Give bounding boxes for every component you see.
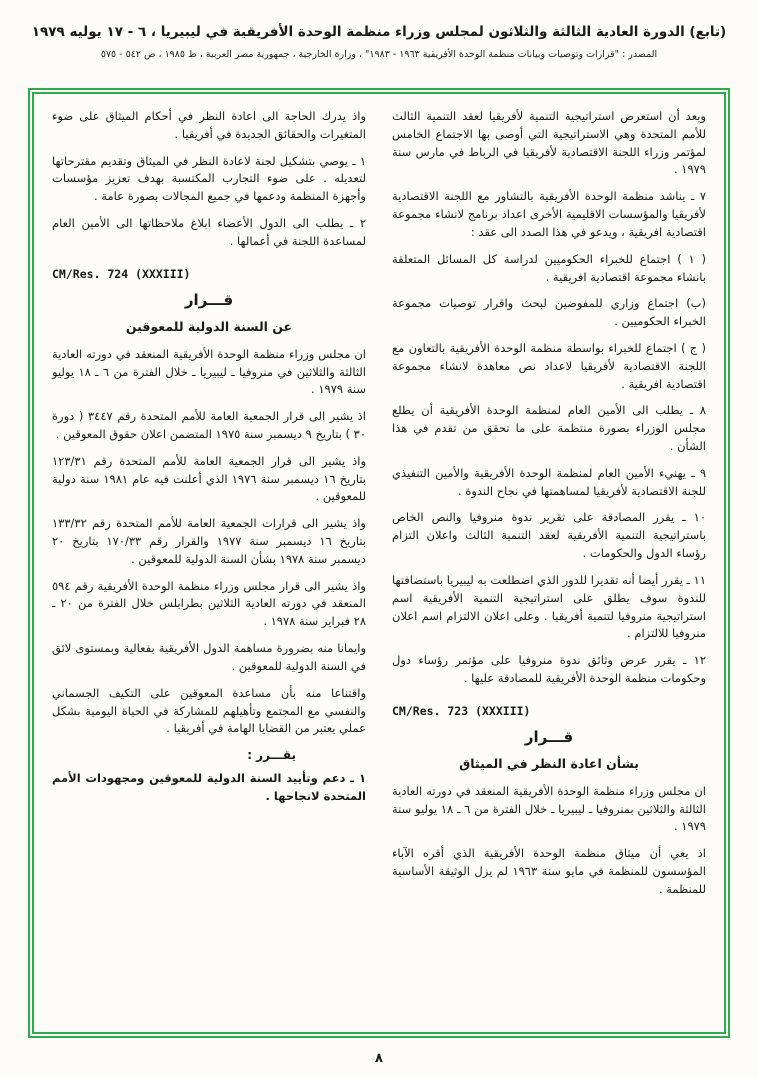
paragraph: ١١ ـ يقرر أيضا أنه تقديرا للدور الذي اضطلعت به ليبيريا باستضافتها للندوة سوف يطلق على استراتيجية التنمية الأفريقية اسم استراتيجية منروفيا لتنمية أفريقيا . وعلى اعلان الالتزام اسم اعلان منروفيا للالتزام . (392, 572, 706, 641)
paragraph: ( ج ) اجتماع للخبراء بواسطة منظمة الوحدة الأفريقية بالتعاون مع اللجنة الاقتصادية لأفريقيا لاعداد نص معاهدة لانشاء مجموعة اقتصادية افريقية . (392, 340, 706, 391)
paragraph: واقتناعا منه بأن مساعدة المعوقين على التكيف الجسماني والنفسي مع المجتمع وتأهيلهم للمشاركة في الحياة اليومية بشكل عملي يعتبر من القضايا الهامة في أفريقيا . (52, 685, 366, 736)
resolution-code: CM/Res. 723 (XXXIII) (392, 703, 531, 718)
left-column (52, 108, 366, 1018)
two-column-layout (52, 108, 706, 1018)
paragraph: ان مجلس وزراء منظمة الوحدة الأفريقية المنعقد في دورته العادية الثالثة والثلاثين في منروفيا ـ ليبيريا ـ خلال الفترة من ٦ ـ ١٨ يوليو سنة ١٩٧٩ . (52, 346, 366, 397)
paragraph: اذ يعي أن ميثاق منظمة الوحدة الأفريقية الذي أقره الآباء المؤسسون للمنظمة في مايو سنة ١٩٦٣ لم يزل الوثيقة الأساسية للمنظمة . (392, 846, 706, 896)
paragraph: ١ ـ يوصي بتشكيل لجنة لاعادة النظر في الميثاق وتقديم مقترحاتها لتعديله . على ضوء التجارب المكتسبة بهدف تعزيز مؤسسات وأجهزة المنظمة ودعمها في جميع المجالات بصورة عامة . (52, 153, 366, 204)
paragraph: وبعد أن استعرض استراتيجية التنمية لأفريقيا لعقد التنمية الثالث للأمم المتحدة وهي الاستراتيجية التي أوصى بها الاجتماع الخامس لمؤتمر وزراء اللجنة الاقتصادية لأفريقيا في الرباط في مارس سنة ١٩٧٩ . (392, 109, 706, 177)
paragraph: ان مجلس وزراء منظمة الوحدة الأفريقية المنعقد في دورته العادية الثالثة والثلاثين بمنروفيا ـ ليبيريا ـ خلال الفترة من ٦ ـ ١٨ يوليو سنة ١٩٧٩ . (392, 783, 706, 834)
paragraph: واذ يشير الى قرارات الجمعية العامة للأمم المتحدة رقم ١٣٣/٣٢ بتاريخ ١٦ ديسمبر سنة ١٩٧٧ والقرار رقم ١٧٠/٣٣ بتاريخ ٢٠ ديسمبر سنة ١٩٧٨ بشأن السنة الدولية للمعوقين . (52, 516, 366, 566)
paragraph: ١٢ ـ يقرر عرض وثائق ندوة منروفيا على مؤتمر رؤساء دول وحكومات منظمة الوحدة الأفريقية للمصادقة عليها . (392, 653, 706, 685)
paragraph: ( ١ ) اجتماع للخبراء الحكوميين لدراسة كل المسائل المتعلقة بانشاء مجموعة اقتصادية افريقية . (392, 251, 706, 284)
paragraph: ١٠ ـ يقرر المصادقة على تقرير ندوة منروفيا والنص الخاص باستراتيجية التنمية الأفريقية لعقد التنمية الثالث واعلان التزام رؤساء الدول والحكومات . (392, 510, 706, 561)
paragraph: وايمانا منه بضرورة مساهمة الدول الأفريقية بفعالية وبمستوى لائق في السنة الدولية للمعوقين . (52, 641, 366, 673)
resolution-subtitle: عن السنة الدولية للمعوقين (125, 318, 293, 334)
paragraph: ١ ـ دعم وتأييد السنة الدولية للمعوقين ومجهودات الأمم المتحدة لانجاحها . (52, 771, 366, 803)
resolution-title: قـــرار (184, 290, 234, 309)
source-citation: المصدر : "قرارات وتوصيات وبيانات منظمة الوحدة الأفريقية ١٩٦٣ - ١٩٨٣" ، وزارة الخارجية ، جمهورية مصر العربية ، ط ١٩٨٥ ، ص ٥٤٢ - ٥٧٥ (100, 49, 658, 61)
document-title: (تابع) الدورة العادية الثالثة والثلاثون لمجلس وزراء منظمة الوحدة الأفريقية في ليبيريا ، ٦ - ١٧ يوليه ١٩٧٩ (31, 24, 727, 40)
paragraph: ٢ ـ يطلب الى الدول الأعضاء ابلاغ ملاحظاتها الى الأمين العام لمساعدة اللجنة في أعمالها . (52, 216, 366, 248)
resolution-subtitle: بشأن اعادة النظر في الميثاق (459, 755, 639, 771)
paragraph: ٩ ـ يهنيء الأمين العام لمنظمة الوحدة الأفريقية والأمين التنفيذي للجنة الاقتصادية لأفريقيا لمساهمتها في نجاح الندوة . (392, 465, 706, 498)
right-column (392, 108, 706, 1018)
paragraph: ٧ ـ يناشد منظمة الوحدة الأفريقية بالتشاور مع اللجنة الاقتصادية لأفريقيا والمؤسسات الاقليمية الأخرى اعداد برنامج لانشاء مجموعة اقتصادية افريقية ، ويدعو في هذا الصدد الى عقد : (392, 189, 706, 239)
paragraph: واذ يدرك الحاجة الى اعادة النظر في أحكام الميثاق على ضوء المتغيرات والحقائق الجديدة في أفريقيا . (52, 109, 366, 141)
decides-label: يقـــرر : (247, 748, 296, 763)
resolution-title: قـــرار (524, 727, 574, 746)
page-number: ٨ (375, 1051, 383, 1066)
paragraph: اذ يشير الى قرار الجمعية العامة للأمم المتحدة رقم ٣٤٤٧ ( دورة ٣٠ ) بتاريخ ٩ ديسمبر سنة ١٩٧٥ المتضمن اعلان حقوق المعوقين . (52, 409, 366, 441)
content-frame (28, 88, 730, 1038)
paragraph: واذ يشير الى قرار مجلس وزراء منظمة الوحدة الأفريقية رقم ٥٩٤ المنعقد في دورته العادية الثلاثين بطرابلس خلال الفترة من ٢٠ ـ ٢٨ فبراير سنة ١٩٧٨ . (52, 578, 366, 629)
page-header (0, 0, 758, 68)
paragraph: ٨ ـ يطلب الى الأمين العام لمنظمة الوحدة الأفريقية أن يطلع مجلس الوزراء بصورة منتظمة على ما تحقق من تقدم في هذا الشأن . (392, 403, 706, 453)
paragraph: واذ يشير الى قرار الجمعية العامة للأمم المتحدة رقم ١٢٣/٣١ بتاريخ ١٦ ديسمبر سنة ١٩٧٦ الذي أعلنت فيه عام ١٩٨١ سنة دولية للمعوقين . (52, 453, 366, 504)
paragraph: (ب) اجتماع وزاري للمفوضين لبحث واقرار توصيات مجموعة الخبراء الحكوميين . (392, 296, 706, 329)
resolution-code: CM/Res. 724 (XXXIII) (52, 266, 191, 281)
